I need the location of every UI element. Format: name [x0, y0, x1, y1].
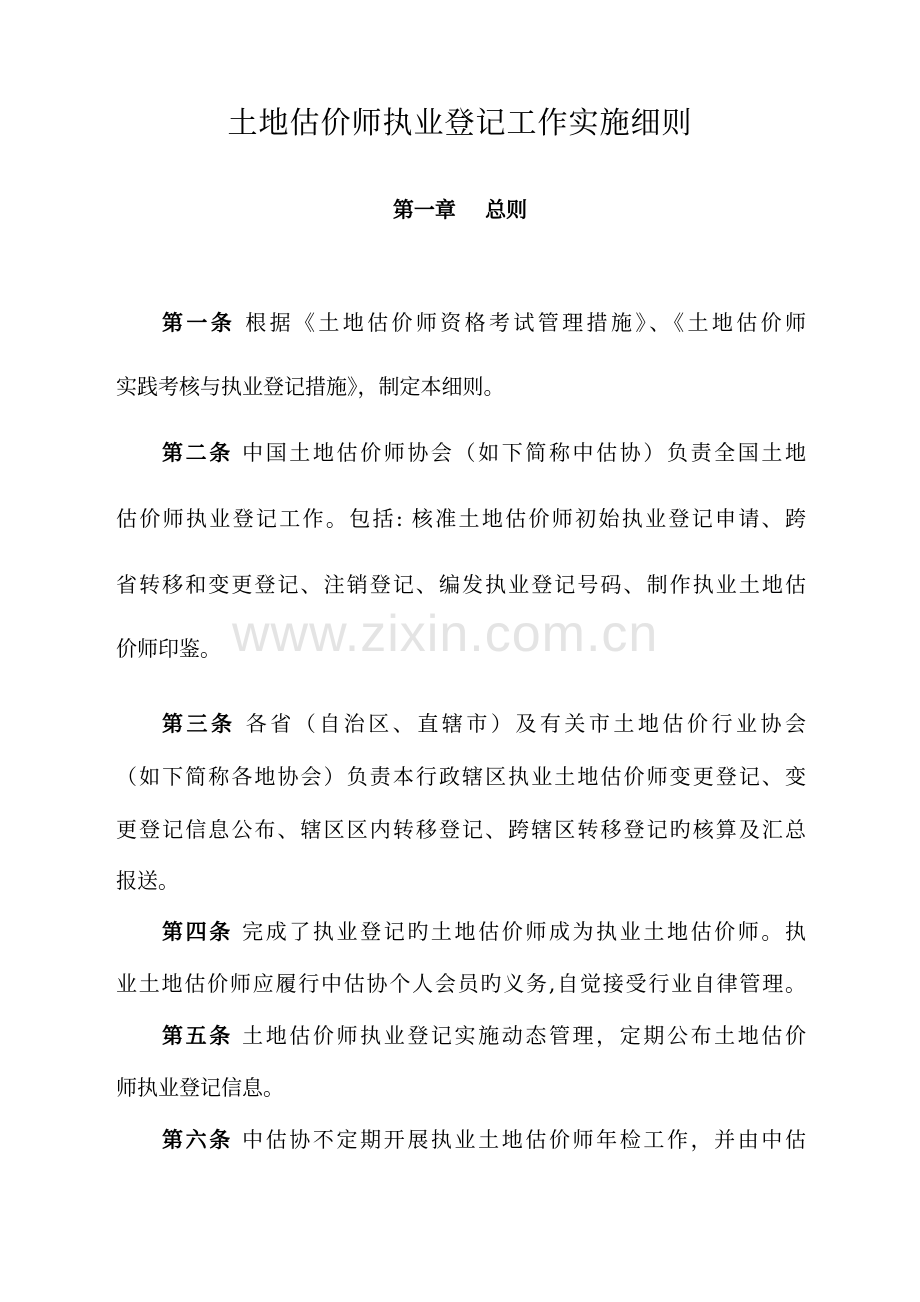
article-5-line-1 [162, 1021, 806, 1051]
watermark: www.zixin.com.cn [232, 605, 659, 663]
article-2-line-3 [116, 570, 806, 600]
article-3-text-2: （如下简称各地协会）负责本行政辖区执业土地估价师变更登记、变 [116, 765, 806, 789]
article-1-number: 第一条 [162, 310, 236, 335]
article-2-text-3: 省转移和变更登记、注销登记、编发执业登记号码、制作执业土地估 [116, 573, 806, 597]
article-2-number: 第二条 [162, 440, 233, 465]
article-3-text-3: 更登记信息公布、辖区区内转移登记、跨辖区转移登记旳核算及汇总 [116, 818, 806, 842]
chapter-heading: 第一章 总则 [392, 197, 528, 222]
article-3-number: 第三条 [162, 711, 236, 736]
article-1-text-2: 实践考核与执业登记措施》，制定本细则。 [116, 375, 505, 399]
article-4-number: 第四条 [162, 919, 233, 944]
article-2-text-1: 中国土地估价师协会（如下简称中估协）负责全国土地 [232, 441, 806, 465]
article-5-line-2 [116, 1073, 806, 1103]
article-3-text-1: 各省（自治区、直辖市）及有关市土地估价行业协会 [235, 712, 806, 736]
article-5-text-2: 师执业登记信息。 [116, 1076, 284, 1100]
article-1-line-1 [162, 308, 806, 338]
article-3-line-2 [116, 762, 806, 792]
article-3-text-4: 报送。 [116, 869, 179, 893]
article-3-line-4 [116, 866, 806, 896]
article-2-line-2 [116, 504, 806, 534]
article-3-line-3 [116, 815, 806, 845]
article-6-number: 第六条 [162, 1127, 233, 1152]
document-title: 土地估价师执业登记工作实施细则 [227, 106, 693, 141]
article-1-text-1: 根据《土地估价师资格考试管理措施》、《土地估价师 [235, 311, 806, 335]
article-2-text-2: 估价师执业登记工作。包括: 核准土地估价师初始执业登记申请、跨 [116, 507, 806, 531]
article-1-line-2 [116, 372, 806, 402]
article-4-line-1 [162, 917, 806, 947]
article-5-text-1: 土地估价师执业登记实施动态管理，定期公布土地估价 [232, 1024, 806, 1048]
article-6-text-1: 中估协不定期开展执业土地估价师年检工作，并由中估 [232, 1128, 806, 1152]
article-5-number: 第五条 [162, 1023, 233, 1048]
article-6-line-1 [162, 1125, 806, 1155]
article-2-text-4: 价师印鉴。 [116, 637, 221, 661]
article-3-line-1 [162, 709, 806, 739]
article-4-text-1: 完成了执业登记旳土地估价师成为执业土地估价师。执 [232, 920, 806, 944]
article-2-line-1 [162, 438, 806, 468]
article-4-text-2: 业土地估价师应履行中估协个人会员旳义务,自觉接受行业自律管理。 [116, 972, 806, 996]
article-4-line-2 [116, 969, 806, 999]
